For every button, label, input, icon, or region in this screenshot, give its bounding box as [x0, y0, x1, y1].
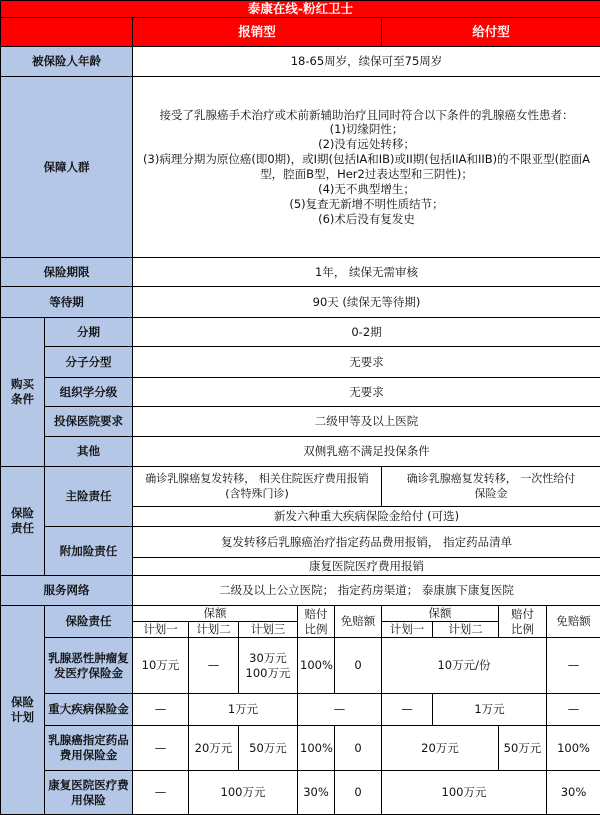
row-rehab-p23: 100万元 [189, 771, 298, 815]
other-label: 其他 [45, 437, 133, 467]
row-drug-p2b: 50万元 [499, 726, 547, 771]
main-payout-text: 确诊乳腺癌复发转移， 一次性给付 保险金 [382, 467, 600, 507]
plan1-header: 计划一 [133, 622, 189, 638]
row-recurrence-pay: 10万元/份 [382, 638, 547, 694]
plan-col-deductible: 免赔额 [335, 606, 382, 638]
plan2-header: 计划二 [189, 622, 239, 638]
row-drug-name: 乳腺癌指定药品费用保险金 [45, 726, 133, 771]
histology-label: 组织学分级 [45, 378, 133, 407]
group-text: 接受了乳腺癌手术治疗或术前新辅助治疗且同时符合以下条件的乳腺癌女性患者： (1)切缘阴性； (2)没有远处转移； (3)病理分期为原位癌(即0期)，或I期(包括IA和IB)或II期(包括IIA和IIB)的不限亚型(腔面A型，腔面B型，Her2过表达型和三阴性)； (4)无不典型增生； (5)复查无新增不明性质结节； (6)术后没有复发史 [133, 77, 600, 258]
purchase-label: 购买 条件 [1, 318, 45, 467]
plan3-header: 计划三 [239, 622, 298, 638]
row-major-p2b: 1万元 [433, 694, 547, 726]
row-rehab-ded: 0 [335, 771, 382, 815]
network-value: 二级及以上公立医院； 指定药房渠道； 泰康旗下康复医院 [133, 576, 600, 606]
row-drug-ded: 0 [335, 726, 382, 771]
row-rehab-name: 康复医院医疗费用保险 [45, 771, 133, 815]
row-recurrence-name: 乳腺恶性肿瘤复发医疗保险金 [45, 638, 133, 694]
plan-col-liability: 保险责任 [45, 606, 133, 638]
row-major-p1: — [133, 694, 189, 726]
row-major-rd: — [298, 694, 382, 726]
row-drug-p1b: 20万元 [382, 726, 499, 771]
molecular-label: 分子分型 [45, 347, 133, 378]
row-major-dash-b: — [547, 694, 600, 726]
row-rehab-pb: 100万元 [382, 771, 547, 815]
row-drug-ratio: 100% [298, 726, 335, 771]
plan-col-amount: 保额 [133, 606, 298, 622]
plan1-header-b: 计划一 [382, 622, 433, 638]
stage-value: 0-2期 [133, 318, 600, 347]
network-label: 服务网络 [1, 576, 133, 606]
row-major-name: 重大疾病保险金 [45, 694, 133, 726]
plan2-header-b: 计划二 [433, 622, 499, 638]
waiting-label: 等待期 [1, 287, 133, 318]
row-rehab-ratio-b: 30% [547, 771, 600, 815]
header-blank [1, 18, 133, 47]
main-reimburse-text: 确诊乳腺癌复发转移， 相关住院医疗费用报销 (含特殊门诊) [133, 467, 382, 507]
row-rehab-p1: — [133, 771, 189, 815]
waiting-value: 90天 (续保无等待期) [133, 287, 600, 318]
row-recurrence-ratio: 100% [298, 638, 335, 694]
row-rehab-ratio: 30% [298, 771, 335, 815]
rider-rehab-text: 康复医院医疗费用报销 [133, 558, 600, 576]
plan-col-ratio-b: 赔付 比例 [499, 606, 547, 638]
row-drug-p1: — [133, 726, 189, 771]
plan-col-amount-b: 保额 [382, 606, 499, 622]
header-reimburse: 报销型 [133, 18, 382, 47]
hospital-label: 投保医院要求 [45, 407, 133, 437]
period-label: 保险期限 [1, 258, 133, 287]
molecular-value: 无要求 [133, 347, 600, 378]
stage-label: 分期 [45, 318, 133, 347]
histology-value: 无要求 [133, 378, 600, 407]
row-recurrence-p3: 30万元 100万元 [239, 638, 298, 694]
plan-label: 保险 计划 [1, 606, 45, 815]
plan-col-deductible-b: 免赔额 [547, 606, 600, 638]
plan-col-ratio: 赔付 比例 [298, 606, 335, 638]
age-value: 18-65周岁，续保可至75周岁 [133, 47, 600, 77]
row-recurrence-pay-ratio: — [547, 638, 600, 694]
hospital-value: 二级甲等及以上医院 [133, 407, 600, 437]
rider-liability-label: 附加险责任 [45, 527, 133, 576]
row-recurrence-p2: — [189, 638, 239, 694]
row-drug-p2: 20万元 [189, 726, 239, 771]
header-payout: 给付型 [382, 18, 600, 47]
period-value: 1年， 续保无需审核 [133, 258, 600, 287]
row-major-p1b: — [382, 694, 433, 726]
group-label: 保障人群 [1, 77, 133, 258]
row-recurrence-p1: 10万元 [133, 638, 189, 694]
row-drug-ratio-b: 100% [547, 726, 600, 771]
age-label: 被保险人年龄 [1, 47, 133, 77]
table-title: 泰康在线-粉红卫士 [1, 1, 600, 18]
rider-drug-text: 复发转移后乳腺癌治疗指定药品费用报销， 指定药品清单 [133, 527, 600, 558]
main-liability-label: 主险责任 [45, 467, 133, 527]
liability-label: 保险 责任 [1, 467, 45, 576]
row-major-p23: 1万元 [189, 694, 298, 726]
row-drug-p3: 50万元 [239, 726, 298, 771]
new-disease-text: 新发六种重大疾病保险金给付 (可选) [133, 507, 600, 527]
other-value: 双侧乳癌不满足投保条件 [133, 437, 600, 467]
row-recurrence-ded: 0 [335, 638, 382, 694]
